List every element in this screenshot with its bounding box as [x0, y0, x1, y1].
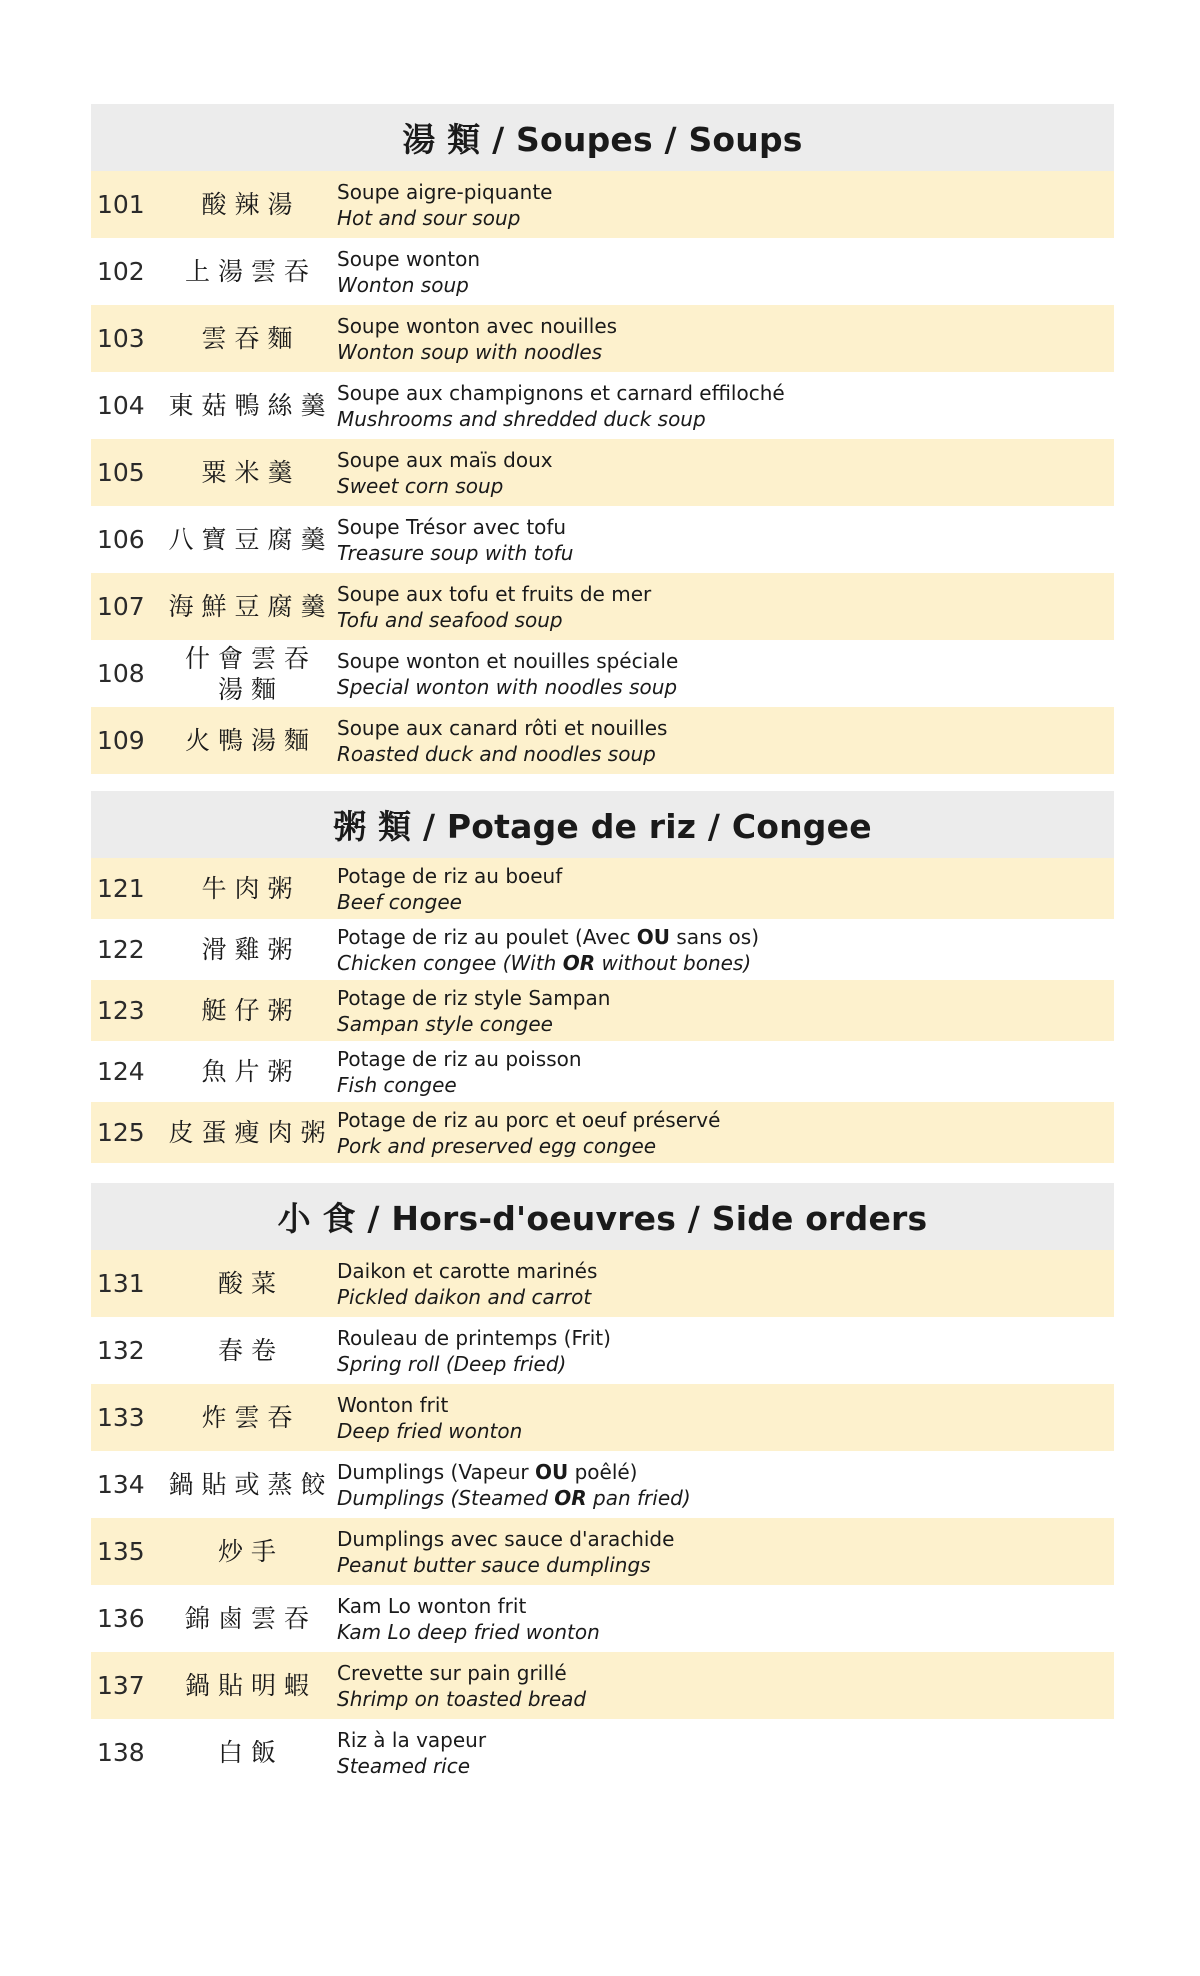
item-description [337, 1585, 1114, 1652]
item-chinese-name: 魚片粥 [201, 1057, 301, 1086]
item-french-name: Daikon et carotte marinés [337, 1258, 598, 1283]
item-french-name: Soupe aux canard rôti et nouilles [337, 715, 668, 740]
emphasis-conjunction: OU [534, 1459, 569, 1484]
item-number: 108 [97, 659, 145, 688]
menu-item [91, 506, 1114, 573]
menu-item [91, 1384, 1114, 1451]
item-description [337, 1102, 1114, 1163]
item-english-name: Dumplings (Steamed OR pan fried) [337, 1485, 691, 1510]
item-english-name: Fish congee [337, 1072, 457, 1097]
item-description [337, 980, 1114, 1041]
item-chinese-name: 牛肉粥 [201, 874, 301, 903]
item-description [337, 1384, 1114, 1451]
item-number: 107 [97, 592, 145, 621]
menu-item [91, 1652, 1114, 1719]
item-chinese-name: 海鮮豆腐羹 [168, 592, 334, 621]
item-chinese-name: 東菇鴨絲羹 [168, 391, 334, 420]
item-french-name: Potage de riz au boeuf [337, 863, 563, 888]
item-chinese-name: 鍋貼明蝦 [184, 1671, 317, 1700]
item-description [337, 573, 1114, 640]
item-french-name: Potage de riz au porc et oeuf préservé [337, 1107, 721, 1132]
item-french-name: Potage de riz au poulet (Avec OU sans os) [337, 924, 759, 949]
item-number: 137 [97, 1671, 145, 1700]
item-chinese-name: 炒手 [217, 1537, 284, 1566]
item-description [337, 1317, 1114, 1384]
item-english-name: Shrimp on toasted bread [337, 1686, 587, 1711]
item-number: 103 [97, 324, 145, 353]
menu-item [91, 1585, 1114, 1652]
menu-item [91, 171, 1114, 238]
menu-item [91, 372, 1114, 439]
menu-item [91, 980, 1114, 1041]
item-chinese-name: 什會雲吞湯麵 [184, 643, 317, 704]
item-english-name: Steamed rice [337, 1753, 471, 1778]
item-number: 125 [97, 1118, 145, 1147]
item-french-name: Soupe wonton [337, 246, 480, 271]
item-number: 131 [97, 1269, 145, 1298]
item-number: 109 [97, 726, 145, 755]
menu-item [91, 707, 1114, 774]
item-english-name: Kam Lo deep fried wonton [337, 1619, 600, 1644]
item-chinese-name: 炸雲吞 [201, 1403, 301, 1432]
menu-item [91, 439, 1114, 506]
item-french-name: Potage de riz style Sampan [337, 985, 611, 1010]
item-chinese-name: 皮蛋瘦肉粥 [168, 1118, 334, 1147]
item-description [337, 305, 1114, 372]
item-french-name: Kam Lo wonton frit [337, 1593, 527, 1618]
item-number: 133 [97, 1403, 145, 1432]
item-english-name: Special wonton with noodles soup [337, 674, 678, 699]
item-english-name: Wonton soup with noodles [337, 339, 603, 364]
item-chinese-name: 艇仔粥 [201, 996, 301, 1025]
menu-item [91, 1719, 1114, 1786]
section-title: 小 食 / Hors-d'oeuvres / Side orders [91, 1183, 1114, 1250]
item-chinese-name: 酸辣湯 [201, 190, 301, 219]
menu-item [91, 858, 1114, 919]
item-chinese-name: 錦鹵雲吞 [184, 1604, 317, 1633]
item-french-name: Soupe aigre-piquante [337, 179, 553, 204]
item-description [337, 858, 1114, 919]
item-french-name: Dumplings (Vapeur OU poêlé) [337, 1459, 638, 1484]
menu-item [91, 1317, 1114, 1384]
section-title: 粥 類 / Potage de riz / Congee [91, 791, 1114, 858]
item-description [337, 640, 1114, 707]
item-description [337, 439, 1114, 506]
emphasis-conjunction: OU [636, 924, 671, 949]
item-number: 106 [97, 525, 145, 554]
item-number: 121 [97, 874, 145, 903]
item-english-name: Roasted duck and noodles soup [337, 741, 656, 766]
item-french-name: Soupe wonton avec nouilles [337, 313, 618, 338]
section-side-orders [91, 1183, 1114, 1786]
item-chinese-name: 上湯雲吞 [184, 257, 317, 286]
item-english-name: Spring roll (Deep fried) [337, 1351, 567, 1376]
item-french-name: Dumplings avec sauce d'arachide [337, 1526, 675, 1551]
item-number: 136 [97, 1604, 145, 1633]
item-french-name: Soupe wonton et nouilles spéciale [337, 648, 679, 673]
item-french-name: Soupe aux maïs doux [337, 447, 553, 472]
emphasis-conjunction: OR [562, 950, 596, 975]
item-french-name: Potage de riz au poisson [337, 1046, 582, 1071]
item-description [337, 919, 1114, 980]
item-french-name: Rouleau de printemps (Frit) [337, 1325, 611, 1350]
item-description [337, 506, 1114, 573]
item-english-name: Chicken congee (With OR without bones) [337, 950, 752, 975]
menu-item [91, 238, 1114, 305]
item-english-name: Hot and sour soup [337, 205, 521, 230]
item-chinese-name: 火鴨湯麵 [184, 726, 317, 755]
item-number: 123 [97, 996, 145, 1025]
item-description [337, 171, 1114, 238]
item-number: 138 [97, 1738, 145, 1767]
item-french-name: Soupe aux tofu et fruits de mer [337, 581, 652, 606]
item-description [337, 1451, 1114, 1518]
item-chinese-name: 白飯 [217, 1738, 284, 1767]
item-chinese-name: 鍋貼或蒸餃 [168, 1470, 334, 1499]
item-french-name: Riz à la vapeur [337, 1727, 487, 1752]
item-number: 101 [97, 190, 145, 219]
section-congee [91, 791, 1114, 1163]
menu-item [91, 305, 1114, 372]
section-soups [91, 104, 1114, 774]
item-number: 134 [97, 1470, 145, 1499]
item-description [337, 1652, 1114, 1719]
menu-item [91, 1518, 1114, 1585]
item-french-name: Crevette sur pain grillé [337, 1660, 567, 1685]
item-english-name: Deep fried wonton [337, 1418, 523, 1443]
item-number: 105 [97, 458, 145, 487]
section-title: 湯 類 / Soupes / Soups [91, 104, 1114, 171]
menu-item [91, 573, 1114, 640]
item-description [337, 707, 1114, 774]
item-number: 102 [97, 257, 145, 286]
item-english-name: Pickled daikon and carrot [337, 1284, 592, 1309]
menu-item [91, 919, 1114, 980]
item-number: 124 [97, 1057, 145, 1086]
item-number: 104 [97, 391, 145, 420]
item-french-name: Soupe Trésor avec tofu [337, 514, 567, 539]
menu-item [91, 1451, 1114, 1518]
item-english-name: Sampan style congee [337, 1011, 553, 1036]
menu-item [91, 1102, 1114, 1163]
item-number: 135 [97, 1537, 145, 1566]
item-description [337, 1518, 1114, 1585]
item-description [337, 238, 1114, 305]
item-chinese-name: 酸菜 [217, 1269, 284, 1298]
item-description [337, 1719, 1114, 1786]
item-english-name: Beef congee [337, 889, 462, 914]
item-english-name: Sweet corn soup [337, 473, 504, 498]
item-chinese-name: 雲吞麵 [201, 324, 301, 353]
item-english-name: Wonton soup [337, 272, 469, 297]
item-description [337, 372, 1114, 439]
menu-item [91, 1041, 1114, 1102]
emphasis-conjunction: OR [554, 1485, 587, 1510]
item-english-name: Pork and preserved egg congee [337, 1133, 657, 1158]
menu-item [91, 640, 1114, 707]
item-description [337, 1041, 1114, 1102]
item-chinese-name: 滑雞粥 [201, 935, 301, 964]
item-english-name: Peanut butter sauce dumplings [337, 1552, 651, 1577]
item-description [337, 1250, 1114, 1317]
item-number: 132 [97, 1336, 145, 1365]
item-chinese-name: 春卷 [217, 1336, 284, 1365]
item-chinese-name: 粟米羹 [201, 458, 301, 487]
item-french-name: Soupe aux champignons et carnard effiloché [337, 380, 785, 405]
item-french-name: Wonton frit [337, 1392, 449, 1417]
item-english-name: Mushrooms and shredded duck soup [337, 406, 706, 431]
item-number: 122 [97, 935, 145, 964]
item-chinese-name: 八寶豆腐羹 [168, 525, 334, 554]
item-english-name: Tofu and seafood soup [337, 607, 563, 632]
item-english-name: Treasure soup with tofu [337, 540, 574, 565]
menu-item [91, 1250, 1114, 1317]
